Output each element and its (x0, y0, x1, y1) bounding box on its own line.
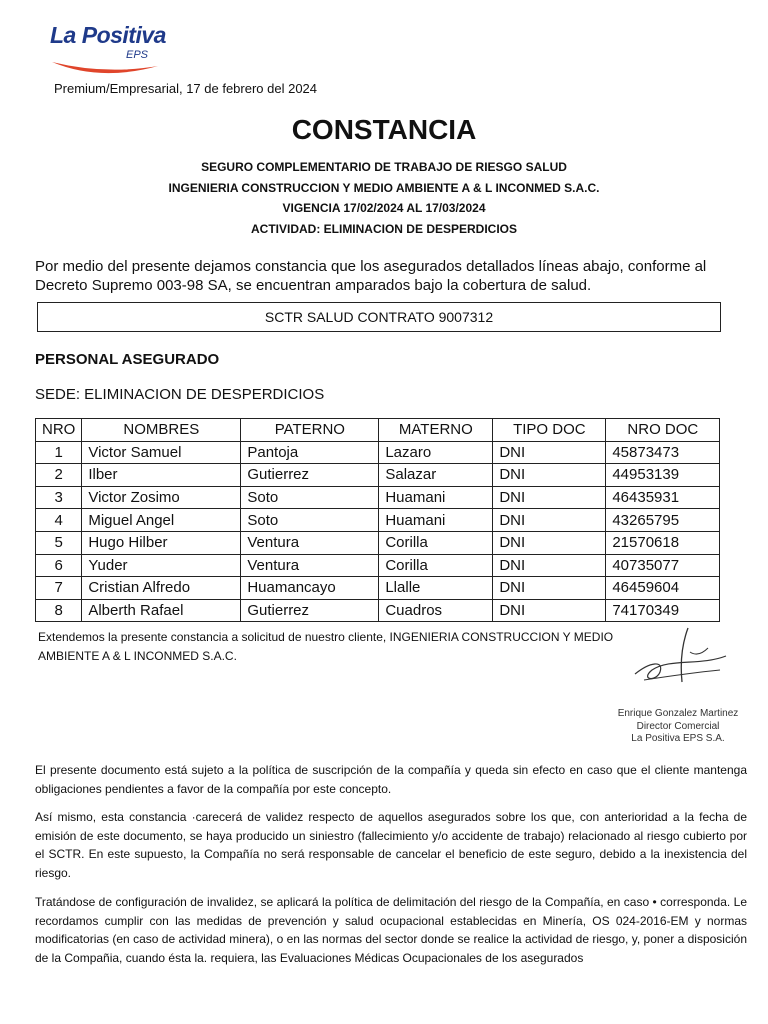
table-row (36, 509, 720, 532)
cell-nro: 4 (36, 509, 82, 532)
cell-nombres: Victor Samuel (82, 441, 241, 464)
policy-paragraph: El presente documento está sujeto a la política de suscripción de la compañía y queda sin efecto en caso que el cliente mantenga obligaciones pendientes a favor de la compañía por este concepto. (35, 763, 747, 796)
cell-paterno: Ventura (241, 554, 379, 577)
cell-materno: Huamani (379, 509, 493, 532)
cell-paterno: Soto (241, 509, 379, 532)
cell-nro-doc: 21570618 (606, 531, 720, 554)
document-title: CONSTANCIA (291, 114, 477, 145)
logo-sub: EPS (126, 49, 149, 61)
cell-nro: 2 (36, 464, 82, 487)
contract-box (37, 302, 721, 332)
cell-nro-doc: 46435931 (606, 486, 720, 509)
cell-nombres: Yuder (82, 554, 241, 577)
cell-paterno: Huamancayo (241, 577, 379, 600)
table-row (36, 464, 720, 487)
invalidity-paragraph: Tratándose de configuración de invalidez, se aplicará la política de delimitación del riesgo de la Compañía, en caso • corresponda. Le recordamos cumplir con las medidas de prevención y salud ocupacional establecidas en Minería, OS 024-2016-EM y normas modificatorias (en caso de actividad minera), o en las normas del sector donde se realice la actividad de riesgo, y, poner a disposición de la Compañia, cuando ésta la. requiera, las Evaluaciones Médicas Ocupacionales de los asegurados (35, 895, 747, 965)
signatory-name: Enrique Gonzalez Martinez (617, 708, 739, 719)
cell-nro-doc: 44953139 (606, 464, 720, 487)
cell-nombres: Hugo Hilber (82, 531, 241, 554)
cell-tipo-doc: DNI (493, 464, 606, 487)
cell-nro-doc: 43265795 (606, 509, 720, 532)
subtitle-line: ACTIVIDAD: ELIMINACION DE DESPERDICIOS (250, 221, 517, 236)
signature-graphic (630, 622, 740, 697)
cell-materno: Llalle (379, 577, 493, 600)
cell-paterno: Gutierrez (241, 464, 379, 487)
cell-nro: 5 (36, 531, 82, 554)
table-header-row (36, 419, 720, 442)
logo-name: La Positiva (50, 22, 166, 48)
table-row (36, 599, 720, 622)
cell-nro: 7 (36, 577, 82, 600)
cell-nombres: Miguel Angel (82, 509, 241, 532)
cell-tipo-doc: DNI (493, 509, 606, 532)
cell-paterno: Ventura (241, 531, 379, 554)
cell-nombres: Victor Zosimo (82, 486, 241, 509)
cell-materno: Corilla (379, 554, 493, 577)
cell-tipo-doc: DNI (493, 554, 606, 577)
cell-nro: 1 (36, 441, 82, 464)
table-row (36, 486, 720, 509)
column-header: NOMBRES (82, 419, 241, 442)
table-row (36, 441, 720, 464)
contract-label: SCTR SALUD CONTRATO 9007312 (264, 309, 494, 325)
cell-tipo-doc: DNI (493, 441, 606, 464)
column-header: MATERNO (379, 419, 493, 442)
cell-nro-doc: 40735077 (606, 554, 720, 577)
section-title: PERSONAL ASEGURADO (35, 351, 220, 368)
cell-nombres: Ilber (82, 464, 241, 487)
cell-materno: Huamani (379, 486, 493, 509)
table-row (36, 531, 720, 554)
table-row (36, 554, 720, 577)
cell-nro: 3 (36, 486, 82, 509)
sede-label: SEDE: ELIMINACION DE DESPERDICIOS (35, 386, 325, 403)
cell-paterno: Gutierrez (241, 599, 379, 622)
cell-materno: Corilla (379, 531, 493, 554)
signatory-company: La Positiva EPS S.A. (631, 733, 725, 744)
cell-nro-doc: 46459604 (606, 577, 720, 600)
validity-paragraph: Así mismo, esta constancia ·carecerá de validez respecto de aquellos asegurados sobre los que, con anterioridad a la fecha de emisión de este documento, se haya producido un siniestro (fallecimiento y/o accidente de trabajo) relacionado al riesgo cubierto por el SCTR. En este supuesto, la Compañía no será responsable de cancelar el beneficio de este seguro, debido a la inexistencia del riesgo. (35, 810, 747, 880)
subtitle-line: VIGENCIA 17/02/2024 AL 17/03/2024 (282, 201, 486, 215)
cell-nombres: Cristian Alfredo (82, 577, 241, 600)
cell-materno: Cuadros (379, 599, 493, 622)
cell-nro: 6 (36, 554, 82, 577)
cell-tipo-doc: DNI (493, 599, 606, 622)
signatory-role: Director Comercial (636, 720, 720, 732)
cell-paterno: Soto (241, 486, 379, 509)
subtitle-line: SEGURO COMPLEMENTARIO DE TRABAJO DE RIESGO SALUD (201, 160, 567, 174)
cell-tipo-doc: DNI (493, 531, 606, 554)
cell-nro: 8 (36, 599, 82, 622)
table-row (36, 577, 720, 600)
logo-swoosh-icon (50, 56, 160, 78)
insured-table (35, 418, 720, 622)
column-header: PATERNO (241, 419, 379, 442)
cell-paterno: Pantoja (241, 441, 379, 464)
cell-materno: Salazar (379, 464, 493, 487)
cell-nro-doc: 74170349 (606, 599, 720, 622)
column-header: NRO DOC (606, 419, 720, 442)
cell-materno: Lazaro (379, 441, 493, 464)
issue-date-line: Premium/Empresarial, 17 de febrero del 2024 (54, 81, 318, 96)
column-header: TIPO DOC (493, 419, 606, 442)
company-logo (50, 22, 170, 82)
document-subtitles (0, 157, 768, 239)
signatory-block (596, 708, 760, 746)
cell-tipo-doc: DNI (493, 577, 606, 600)
cell-nro-doc: 45873473 (606, 441, 720, 464)
cell-nombres: Alberth Rafael (82, 599, 241, 622)
cell-tipo-doc: DNI (493, 486, 606, 509)
subtitle-line: INGENIERIA CONSTRUCCION Y MEDIO AMBIENTE A & L INCONMED S.A.C. (168, 180, 600, 195)
column-header: NRO (36, 419, 82, 442)
extension-paragraph: Extendemos la presente constancia a solicitud de nuestro cliente, INGENIERIA CONSTRUCCION Y MEDIO AMBIENTE A & L INCONMED S.A.C. (38, 630, 614, 663)
intro-paragraph: Por medio del presente dejamos constancia que los asegurados detallados líneas abajo, conforme al Decreto Supremo 003-98 SA, se encuentran amparados bajo la cobertura de salud. (35, 258, 707, 294)
